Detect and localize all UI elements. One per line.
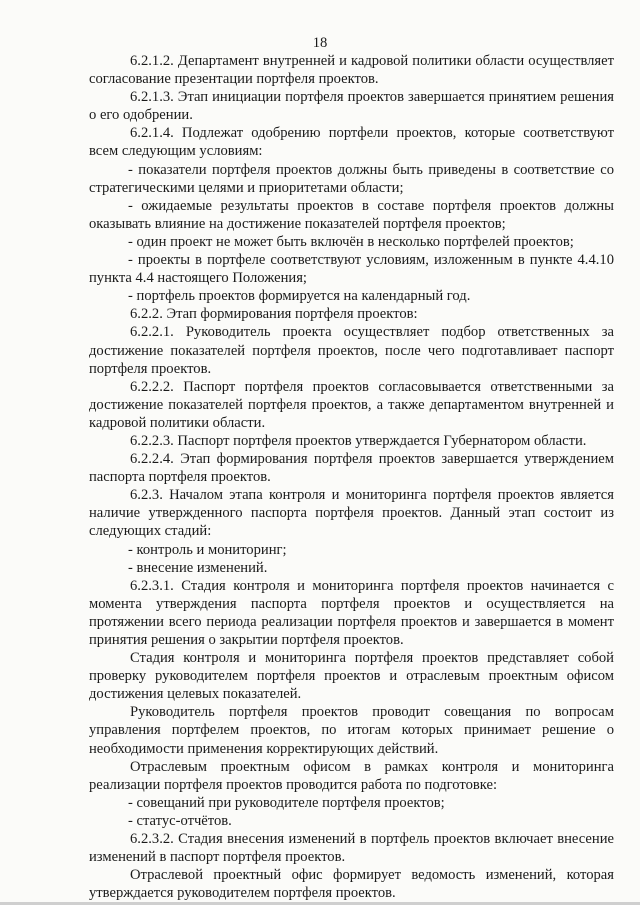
- list-item: - ожидаемые результаты проектов в составе портфеля проектов должны оказывать влияние на достижение показателей портфеля проектов;: [89, 197, 614, 232]
- paragraph: 6.2.2.1. Руководитель проекта осуществляет подбор ответственных за достижение показателей портфеля проектов, после чего подготавливает паспорт портфеля проектов.: [89, 324, 614, 377]
- paragraph: 6.2.2. Этап формирования портфеля проектов:: [130, 306, 418, 323]
- page-number: 18: [312, 35, 328, 51]
- paragraph: 6.2.1.3. Этап инициации портфеля проектов завершается принятием решения о его одобрении.: [89, 89, 614, 124]
- paragraph: 6.2.3. Началом этапа контроля и мониторинга портфеля проектов является наличие утвержденного паспорта портфеля проектов. Данный этап состоит из следующих стадий:: [89, 487, 614, 540]
- paragraph: 6.2.1.4. Подлежат одобрению портфели проектов, которые соответствуют всем следующим условиям:: [89, 125, 614, 160]
- paragraph: 6.2.2.4. Этап формирования портфеля проектов завершается утверждением паспорта портфеля проектов.: [89, 451, 614, 486]
- list-item: - статус-отчётов.: [128, 812, 232, 829]
- paragraph: 6.2.2.2. Паспорт портфеля проектов согласовывается ответственными за достижение показателей портфеля проектов, а также департаментом внутренней и кадровой политики области.: [89, 378, 614, 431]
- paragraph: 6.2.2.3. Паспорт портфеля проектов утверждается Губернатором области.: [130, 432, 587, 449]
- paragraph: 6.2.3.2. Стадия внесения изменений в портфель проектов включает внесение изменений в паспорт портфеля проектов.: [89, 831, 614, 866]
- paragraph: Отраслевой проектный офис формирует ведомость изменений, которая утверждается руководителем портфеля проектов.: [89, 867, 614, 902]
- list-item: - один проект не может быть включён в несколько портфелей проектов;: [128, 233, 574, 250]
- paragraph: 6.2.3.1. Стадия контроля и мониторинга портфеля проектов начинается с момента утверждения паспорта портфеля проектов и осуществляется на протяжении всего периода реализации портфеля проектов и завершается в момент принятия решения о закрытии портфеля проектов.: [89, 577, 614, 648]
- list-item: - показатели портфеля проектов должны быть приведены в соответствие со стратегическими целями и приоритетами области;: [89, 161, 614, 196]
- paragraph: 6.2.1.2. Департамент внутренней и кадровой политики области осуществляет согласование презентации портфеля проектов.: [89, 53, 614, 88]
- list-item: - совещаний при руководителе портфеля проектов;: [128, 794, 445, 811]
- document-body: [89, 52, 614, 902]
- paragraph: Руководитель портфеля проектов проводит совещания по вопросам управления портфелем проектов, по итогам которых принимает решение о необходимости применения корректирующих действий.: [89, 704, 614, 757]
- list-item: - проекты в портфеле соответствуют условиям, изложенным в пункте 4.4.10 пункта 4.4 настоящего Положения;: [89, 252, 614, 287]
- paragraph: Отраслевым проектным офисом в рамках контроля и мониторинга реализации портфеля проектов проводится работа по подготовке:: [89, 758, 614, 793]
- list-item: - внесение изменений.: [128, 559, 268, 576]
- paragraph: Стадия контроля и мониторинга портфеля проектов представляет собой проверку руководителем портфеля проектов и отраслевым проектным офисом достижения целевых показателей.: [89, 650, 614, 703]
- list-item: - контроль и мониторинг;: [128, 541, 287, 558]
- list-item: - портфель проектов формируется на календарный год.: [128, 288, 471, 305]
